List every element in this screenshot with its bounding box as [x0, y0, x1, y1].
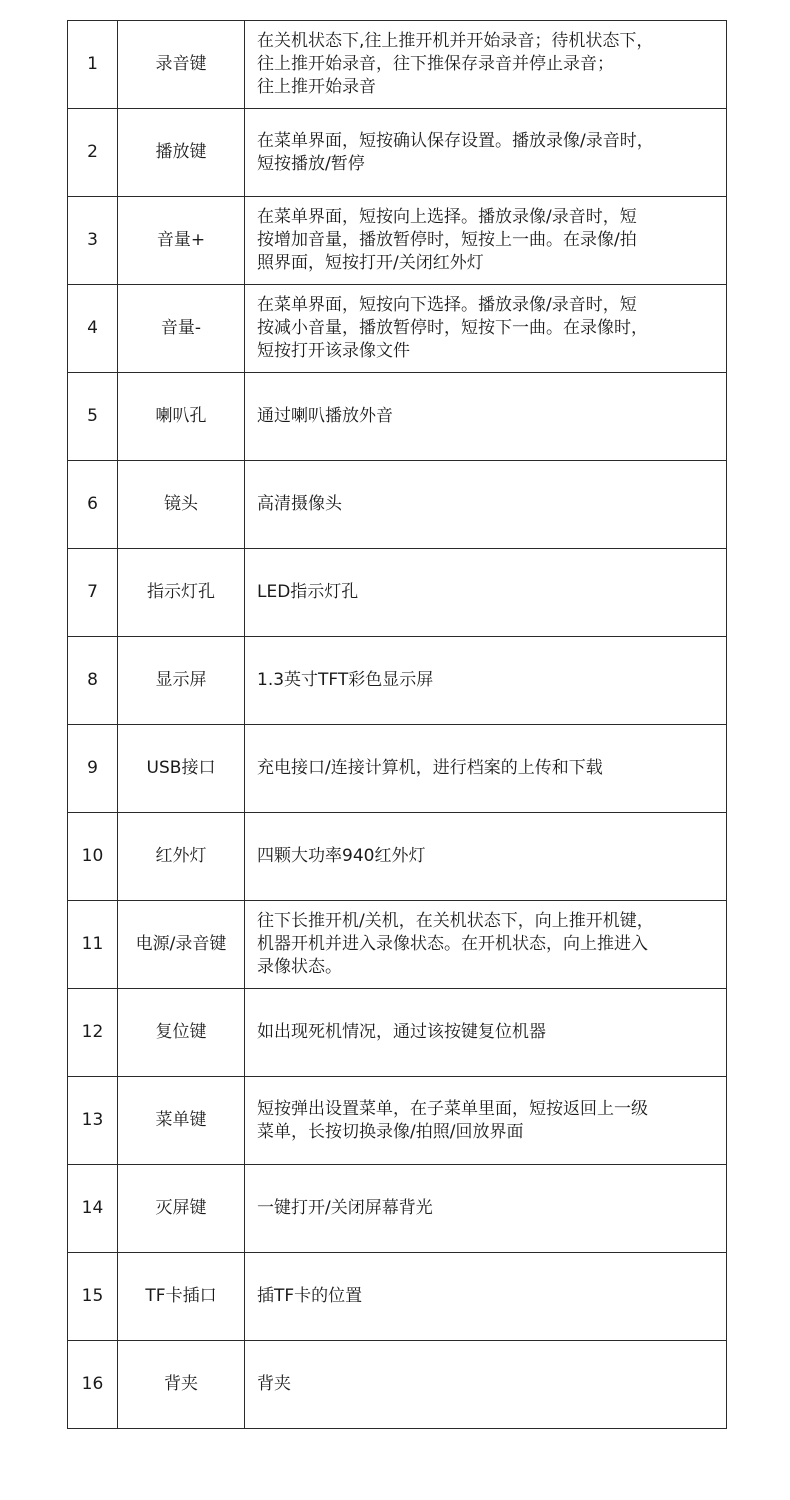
component-name: 复位键 — [118, 989, 245, 1077]
component-description: LED指示灯孔 — [257, 582, 359, 602]
table-row — [68, 725, 727, 813]
component-name: 背夹 — [118, 1341, 245, 1429]
table-row — [68, 1077, 727, 1165]
row-number: 13 — [68, 1077, 118, 1165]
component-name: 灭屏键 — [118, 1165, 245, 1253]
table-row — [68, 1253, 727, 1341]
component-name: 播放键 — [118, 109, 245, 197]
row-number: 11 — [68, 901, 118, 989]
component-description: 在菜单界面，短按向上选择。播放录像/录音时，短 按增加音量，播放暂停时，短按上一曲。在录像/拍 照界面，短按打开/关闭红外灯 — [257, 207, 637, 273]
component-description-cell — [245, 109, 727, 197]
component-name: 菜单键 — [118, 1077, 245, 1165]
row-number: 9 — [68, 725, 118, 813]
component-description: 插TF卡的位置 — [257, 1286, 363, 1306]
component-name: 喇叭孔 — [118, 373, 245, 461]
component-name: 红外灯 — [118, 813, 245, 901]
row-number: 7 — [68, 549, 118, 637]
component-description: 在菜单界面，短按向下选择。播放录像/录音时，短 按减小音量，播放暂停时，短按下一曲。在录像时， 短按打开该录像文件 — [257, 295, 648, 361]
component-name: USB接口 — [118, 725, 245, 813]
component-name: TF卡插口 — [118, 1253, 245, 1341]
component-description-cell — [245, 197, 727, 285]
row-number: 3 — [68, 197, 118, 285]
table-row — [68, 461, 727, 549]
row-number: 14 — [68, 1165, 118, 1253]
table-row — [68, 901, 727, 989]
table-row — [68, 989, 727, 1077]
component-description: 在关机状态下,往上推开机并开始录音；待机状态下， 往上推开始录音，往下推保存录音并停止录音； 往上推开始录音 — [257, 31, 654, 97]
component-name: 音量- — [118, 285, 245, 373]
component-name: 镜头 — [118, 461, 245, 549]
row-number: 8 — [68, 637, 118, 725]
row-number: 16 — [68, 1341, 118, 1429]
table-row — [68, 285, 727, 373]
component-description: 通过喇叭播放外音 — [257, 406, 393, 426]
component-description: 如出现死机情况，通过该按键复位机器 — [257, 1022, 546, 1042]
component-description: 高清摄像头 — [257, 494, 342, 514]
row-number: 10 — [68, 813, 118, 901]
component-name: 显示屏 — [118, 637, 245, 725]
component-description: 往下长推开机/关机，在关机状态下，向上推开机键， 机器开机并进入录像状态。在开机状态，向上推进入 录像状态。 — [257, 911, 654, 977]
component-description-cell — [245, 373, 727, 461]
component-description-cell — [245, 1253, 727, 1341]
component-description-cell — [245, 637, 727, 725]
component-description-cell — [245, 1077, 727, 1165]
row-number: 1 — [68, 21, 118, 109]
row-number: 4 — [68, 285, 118, 373]
component-description: 充电接口/连接计算机，进行档案的上传和下载 — [257, 758, 603, 778]
table-row — [68, 1341, 727, 1429]
component-description-cell — [245, 989, 727, 1077]
table-row — [68, 21, 727, 109]
row-number: 5 — [68, 373, 118, 461]
row-number: 15 — [68, 1253, 118, 1341]
spec-table — [67, 20, 727, 1429]
component-description: 在菜单界面，短按确认保存设置。播放录像/录音时， 短按播放/暂停 — [257, 130, 654, 174]
component-description: 1.3英寸TFT彩色显示屏 — [257, 670, 434, 690]
component-description-cell — [245, 1341, 727, 1429]
component-description-cell — [245, 285, 727, 373]
table-row — [68, 637, 727, 725]
component-description-cell — [245, 1165, 727, 1253]
table-row — [68, 373, 727, 461]
table-row — [68, 549, 727, 637]
component-name: 电源/录音键 — [118, 901, 245, 989]
component-description-cell — [245, 549, 727, 637]
table-row — [68, 1165, 727, 1253]
table-row — [68, 813, 727, 901]
component-description: 四颗大功率940红外灯 — [257, 846, 426, 866]
component-name: 指示灯孔 — [118, 549, 245, 637]
row-number: 2 — [68, 109, 118, 197]
component-name: 音量+ — [118, 197, 245, 285]
table-row — [68, 197, 727, 285]
spec-table-body — [68, 21, 727, 1429]
row-number: 12 — [68, 989, 118, 1077]
component-description: 短按弹出设置菜单，在子菜单里面，短按返回上一级 菜单，长按切换录像/拍照/回放界面 — [257, 1098, 648, 1142]
component-description: 一键打开/关闭屏幕背光 — [257, 1198, 433, 1218]
component-name: 录音键 — [118, 21, 245, 109]
component-description-cell — [245, 725, 727, 813]
component-description-cell — [245, 813, 727, 901]
table-row — [68, 109, 727, 197]
component-description-cell — [245, 461, 727, 549]
row-number: 6 — [68, 461, 118, 549]
component-description-cell — [245, 901, 727, 989]
component-description: 背夹 — [257, 1374, 291, 1394]
component-description-cell — [245, 21, 727, 109]
